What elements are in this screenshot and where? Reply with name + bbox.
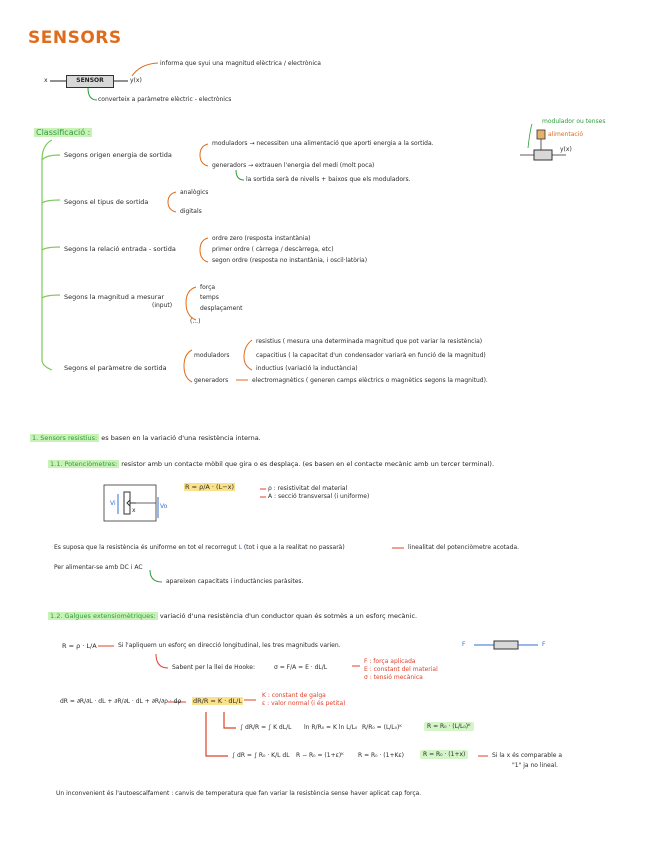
param-inductius: inductius (variació la inductància) bbox=[256, 365, 358, 372]
eq1-c: R/R₀ = (L/L₀)ᴷ bbox=[362, 724, 402, 731]
pot-formula-text: R = ρ/A · (L−x) bbox=[185, 483, 235, 491]
pot-note1-row bbox=[54, 544, 345, 552]
sub2-heading: 1.2. Galgues extensiomètriques: bbox=[50, 612, 156, 620]
group-parametre-label: Segons el paràmetre de sortida bbox=[64, 364, 167, 372]
group-tipus-label: Segons el tipus de sortida bbox=[64, 198, 149, 206]
group-relacio-item-1: ordre zero (resposta instantània) bbox=[212, 235, 311, 242]
pot-formula bbox=[184, 483, 235, 491]
legend-F: F : força aplicada bbox=[364, 658, 416, 665]
page-title: SENSORS bbox=[28, 28, 122, 48]
eq2-b: R − R₀ = (1+ε)ᴷ bbox=[296, 752, 344, 759]
hooke-label: Sabent per la llei de Hooke: bbox=[172, 664, 256, 671]
pot-note2-a: Per alimentar-se amb DC i AC bbox=[54, 564, 143, 571]
sg-formula-R-note: Si l'apliquem un esforç en direcció longitudinal, les tres magnituds varien. bbox=[118, 642, 341, 649]
pot-note1-a: Es suposa que la resistència és uniforme en tot el recorregut bbox=[54, 544, 237, 551]
eq1-b: ln R/R₀ = K ln L/L₀ bbox=[304, 724, 358, 731]
circuit-x-label: x bbox=[132, 507, 136, 514]
classificacio-heading bbox=[34, 128, 92, 137]
final-note: Un inconvenient és l'autoescalfament : canvis de temperatura que fan variar la resistència sense haver aplicat cap força. bbox=[56, 790, 422, 797]
eq2-a: ∫ dR = ∫ R₀ · K/L dL bbox=[232, 752, 290, 759]
right-diagram-module-label: modulador ou tenses bbox=[542, 118, 606, 125]
ratio-formula: dR/R = K · dL/L bbox=[193, 697, 242, 705]
sub2-heading-row bbox=[48, 612, 417, 620]
right-diagram-supply-label: alimentació bbox=[548, 131, 584, 138]
group-magnitud-sublabel: (input) bbox=[152, 302, 173, 309]
eq1-a: ∫ dR/R = ∫ K dL/L bbox=[240, 724, 292, 731]
legend-E: E : constant del material bbox=[364, 666, 438, 673]
pot-legend-A: A : secció transversal (i uniforme) bbox=[268, 493, 370, 500]
sub1-text: resistor amb un contacte mòbil que gira o es desplaça. (es basen en el contacte mecànic amb un tercer terminal). bbox=[121, 460, 495, 468]
group-parametre-generadors: generadors bbox=[194, 377, 229, 384]
group-magnitud-item-2: temps bbox=[200, 294, 219, 301]
group-parametre-moduladors: moduladors bbox=[194, 352, 230, 359]
group-tipus-item-2: digitals bbox=[180, 208, 202, 215]
sub1-heading: 1.1. Potenciòmetres: bbox=[50, 460, 118, 468]
classificacio-heading-text: Classificació : bbox=[36, 128, 91, 137]
sub1-heading-row bbox=[48, 460, 494, 468]
sg-formula-R: R = ρ · L/A bbox=[62, 642, 97, 650]
input-label: x bbox=[44, 77, 48, 84]
eq1-d: R = R₀ · (L/L₀)ᴷ bbox=[424, 722, 474, 731]
group-origen-note: la sortida serà de nivells + baixos que els moduladors. bbox=[246, 176, 411, 183]
sensor-box: SENSOR bbox=[66, 75, 114, 88]
eq2-note-a: Si la x és comparable a bbox=[492, 752, 563, 759]
output-label: y(x) bbox=[130, 77, 142, 84]
group-tipus-item-1: analògics bbox=[180, 189, 209, 196]
group-magnitud-label: Segons la magnitud a mesurar bbox=[64, 293, 165, 301]
param-resistius: resistius ( mesura una determinada magnitud que pot variar la resistència) bbox=[256, 338, 483, 345]
group-relacio-label: Segons la relació entrada - sortida bbox=[64, 245, 176, 253]
group-origen-label: Segons origen energia de sortida bbox=[64, 151, 172, 159]
legend-K: K : constant de galga bbox=[262, 692, 326, 699]
group-magnitud-item-4: (...) bbox=[190, 318, 201, 325]
circuit-vi-label: Vi bbox=[110, 500, 116, 507]
group-magnitud-item-3: desplaçament bbox=[200, 305, 243, 312]
intro-note-top: informa que syui una magnitud elèctrica / electrònica bbox=[160, 60, 321, 67]
group-magnitud-item-1: força bbox=[200, 284, 216, 291]
diff-formula: dR = ∂R/∂L · dL + ∂R/∂L · dL + ∂R/∂ρ · dρ bbox=[60, 698, 182, 705]
eq2-c: R = R₀ · (1+Kε) bbox=[358, 752, 405, 759]
param-electromagnetics: electromagnètics ( generen camps elèctrics o magnètics segons la magnitud). bbox=[252, 377, 488, 384]
pot-note1-b: (tot i que a la realitat no passarà) bbox=[243, 544, 345, 551]
sub2-text: variació d'una resistència d'un conductor quan és sotmès a un esforç mecànic. bbox=[159, 612, 418, 620]
param-capacitius: capacitius ( la capacitat d'un condensador variarà en funció de la magnitud) bbox=[256, 352, 486, 359]
force-right-label: F bbox=[542, 641, 546, 648]
pot-note1-L: L bbox=[238, 544, 242, 551]
pot-note1-c: linealitat del potenciòmetre acotada. bbox=[408, 544, 520, 551]
legend-eps: ε : valor normal (i és petita) bbox=[262, 700, 346, 707]
group-origen-item-2: generadors → extrauen l'energia del medi (molt poca) bbox=[212, 162, 375, 169]
pot-legend-rho: ρ : resistivitat del material bbox=[268, 485, 348, 492]
legend-sigma: σ : tensió mecànica bbox=[364, 674, 423, 681]
hooke-formula: σ = F/A = E · dL/L bbox=[274, 664, 328, 671]
group-relacio-item-3: segon ordre (resposta no instantània, i oscil·latòria) bbox=[212, 257, 368, 264]
circuit-vo-label: Vo bbox=[160, 503, 168, 510]
right-diagram-out-label: y(x) bbox=[560, 146, 572, 153]
eq2-note-b: "1" ja no lineal. bbox=[512, 762, 558, 769]
group-relacio-item-2: primer ordre ( càrrega / descàrrega, etc) bbox=[212, 246, 334, 253]
section1-heading-row bbox=[30, 434, 261, 442]
eq2-d-box bbox=[420, 751, 468, 759]
intro-note-bottom: converteix a paràmetre elèctric - electrònics bbox=[98, 96, 232, 103]
pot-note2-b: apareixen capacitats i inductàncies paràsites. bbox=[166, 578, 304, 585]
group-origen-item-1: moduladors → necessiten una alimentació que aporti energia a la sortida. bbox=[212, 140, 434, 147]
section1-heading-rest: es basen en la variació d'una resistència interna. bbox=[101, 434, 261, 442]
ratio-formula-box bbox=[192, 697, 243, 705]
eq2-d: R = R₀ · (1+x) bbox=[420, 750, 468, 759]
force-left-label: F bbox=[462, 641, 466, 648]
section1-heading: 1. Sensors resistius: bbox=[32, 434, 98, 442]
eq1-d-box bbox=[424, 723, 474, 731]
